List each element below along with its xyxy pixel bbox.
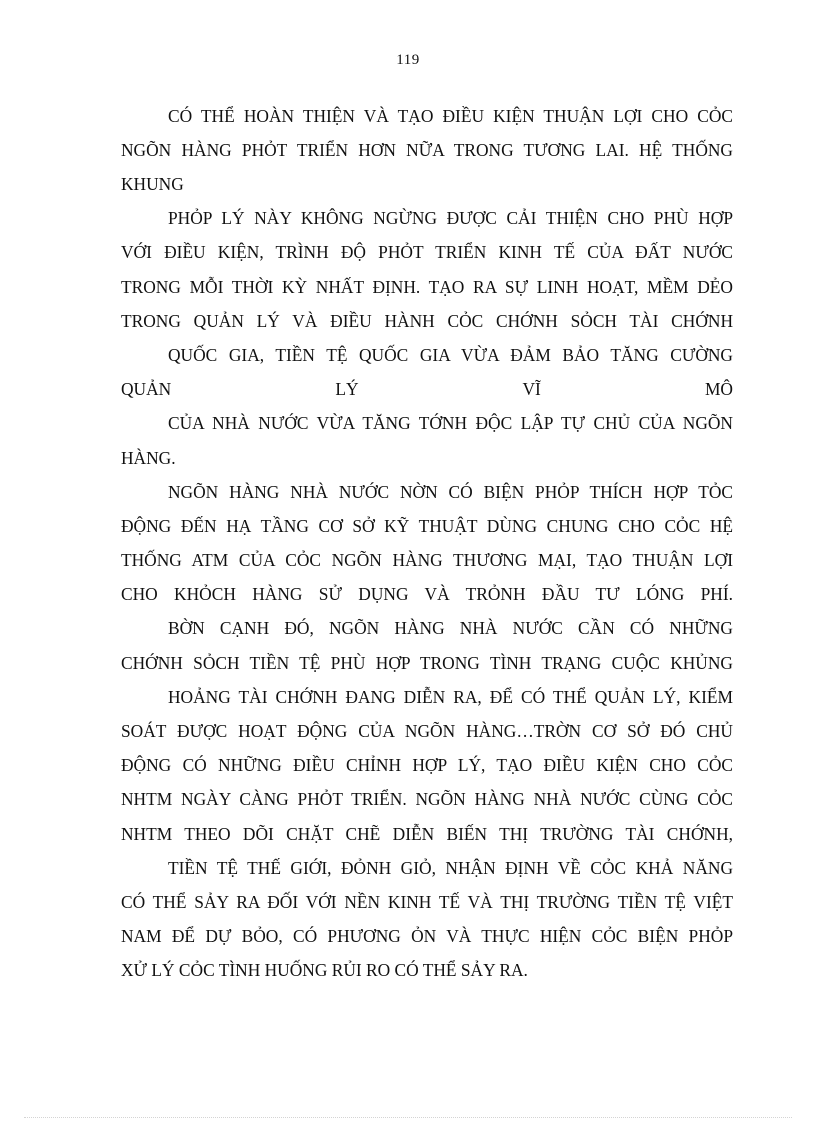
text-line: TRONG QUẢN LÝ VÀ ĐIỀU HÀNH CỎC CHỚNH SỎCH TÀI CHỚNH xyxy=(121,311,733,331)
text-line: PHỎP LÝ NÀY KHÔNG NGỪNG ĐƯỢC CẢI THIỆN CHO PHÙ HỢP xyxy=(168,208,733,228)
text-line: TIỀN TỆ THẾ GIỚI, ĐỎNH GIỎ, NHẬN ĐỊNH VỀ CỎC KHẢ NĂNG xyxy=(168,858,733,878)
text-line: CHO KHỎCH HÀNG SỬ DỤNG VÀ TRỎNH ĐẦU TƯ LÓNG PHÍ. xyxy=(121,584,733,604)
text-line: NHTM THEO DÕI CHẶT CHẼ DIỄN BIẾN THỊ TRƯỜNG TÀI CHỚNH, xyxy=(121,824,733,844)
page-bottom-divider xyxy=(24,1117,792,1118)
text-line: CÓ THỂ SẢY RA ĐỐI VỚI NỀN KINH TẾ VÀ THỊ TRƯỜNG TIỀN TỆ VIỆT xyxy=(121,892,733,912)
text-line: ĐỘNG ĐẾN HẠ TẦNG CƠ SỞ KỸ THUẬT DÙNG CHUNG CHO CỎC HỆ xyxy=(121,516,733,536)
text-line: QUỐC GIA, TIỀN TỆ QUỐC GIA VỪA ĐẢM BẢO TĂNG CƯỜNG xyxy=(168,345,733,365)
text-line: ĐỘNG CÓ NHỮNG ĐIỀU CHỈNH HỢP LÝ, TẠO ĐIỀU KIỆN CHO CỎC xyxy=(121,755,733,775)
text-line: BỜN CẠNH ĐÓ, NGÕN HÀNG NHÀ NƯỚC CẦN CÓ NHỮNG xyxy=(168,618,733,638)
text-line: CÓ THỂ HOÀN THIỆN VÀ TẠO ĐIỀU KIỆN THUẬN LỢI CHO CỎC xyxy=(168,106,733,126)
text-line: HÀNG. xyxy=(121,448,176,468)
page-number: 119 xyxy=(396,52,420,68)
text-line: CHỚNH SỎCH TIỀN TỆ PHÙ HỢP TRONG TÌNH TRẠNG CUỘC KHỦNG xyxy=(121,653,733,673)
text-line: XỬ LÝ CỎC TÌNH HUỐNG RỦI RO CÓ THỂ SẢY RA. xyxy=(121,960,528,980)
text-line: KHUNG xyxy=(121,174,184,194)
text-line: NGÕN HÀNG PHỎT TRIỂN HƠN NỮA TRONG TƯƠNG LAI. HỆ THỐNG xyxy=(121,140,733,160)
text-line: CỦA NHÀ NƯỚC VỪA TĂNG TỚNH ĐỘC LẬP TỰ CHỦ CỦA NGÕN xyxy=(168,413,733,433)
text-line: HOẢNG TÀI CHỚNH ĐANG DIỄN RA, ĐỂ CÓ THỂ QUẢN LÝ, KIỂM xyxy=(168,687,733,707)
text-line: QUẢN LÝ VĨ MÔ xyxy=(121,379,733,399)
text-line: TRONG MỖI THỜI KỲ NHẤT ĐỊNH. TẠO RA SỰ LINH HOẠT, MỀM DẺO xyxy=(121,277,733,297)
text-line: NAM ĐỂ DỰ BỎO, CÓ PHƯƠNG ỎN VÀ THỰC HIỆN CỎC BIỆN PHỎP xyxy=(121,926,733,946)
text-line: NGÕN HÀNG NHÀ NƯỚC NỜN CÓ BIỆN PHỎP THÍCH HỢP TỎC xyxy=(168,482,733,502)
text-line: SOÁT ĐƯỢC HOẠT ĐỘNG CỦA NGÕN HÀNG…TRỜN CƠ SỞ ĐÓ CHỦ xyxy=(121,721,733,741)
text-line: NHTM NGÀY CÀNG PHỎT TRIỂN. NGÕN HÀNG NHÀ NƯỚC CÙNG CỎC xyxy=(121,789,733,809)
text-line: THỐNG ATM CỦA CỎC NGÕN HÀNG THƯƠNG MẠI, TẠO THUẬN LỢI xyxy=(121,550,733,570)
text-line: VỚI ĐIỀU KIỆN, TRÌNH ĐỘ PHỎT TRIỂN KINH TẾ CỦA ĐẤT NƯỚC xyxy=(121,242,733,262)
